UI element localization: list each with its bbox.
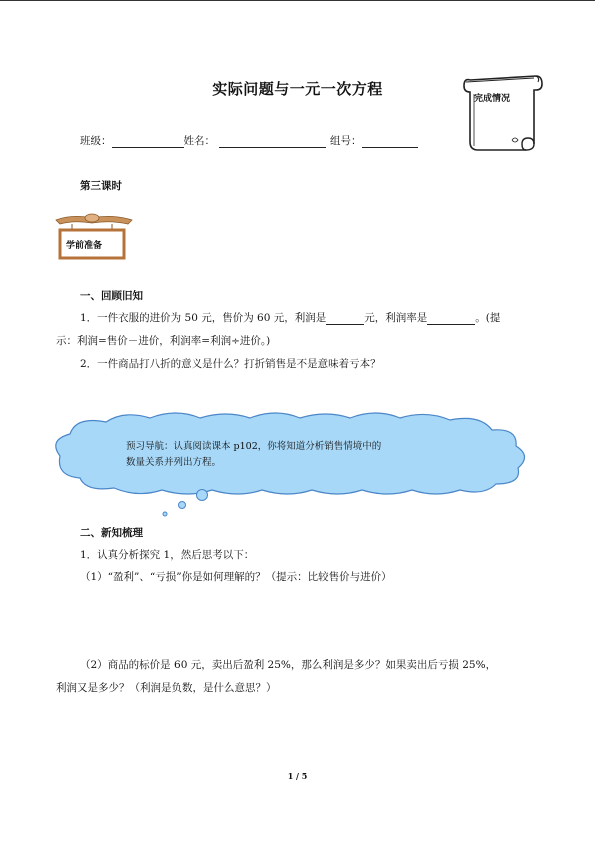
class-field[interactable]	[112, 135, 184, 148]
cloud-line1: 预习导航：认真阅读课本 p102，你将知道分析销售情境中的	[126, 441, 382, 452]
page-number: 1 / 5	[287, 771, 308, 781]
class-label: 班级：	[80, 135, 112, 147]
prep-sign-icon	[52, 212, 136, 262]
name-label: 姓名：	[183, 135, 215, 147]
section1-q2: 2．一件商品打八折的意义是什么？打折销售是不是意味着亏本？	[80, 358, 381, 370]
prep-label: 学前准备	[66, 241, 103, 251]
profit-rate-blank[interactable]	[427, 312, 475, 325]
preview-cloud-icon	[40, 410, 560, 520]
page-title: 实际问题与一元一次方程	[212, 80, 383, 98]
section1-q1-line1: 1．一件衣服的进价为 50 元，售价为 60 元，利润是 元，利润率是 。(提	[80, 312, 501, 324]
section1-q1-line2: 示：利润=售价－进价，利润率=利润÷进价。)	[56, 335, 271, 347]
section1-heading: 一、回顾旧知	[80, 290, 143, 302]
lesson-heading: 第三课时	[80, 180, 122, 192]
top-rule	[0, 0, 595, 1]
student-info-line	[80, 133, 418, 148]
section2-sub2-line1: （2）商品的标价是 60 元，卖出后盈利 25%，那么利润是多少？如果卖出后亏损 25%，	[80, 659, 497, 671]
section2-heading: 二、新知梳理	[80, 527, 143, 539]
section2-sub2-line2: 利润又是多少？（利润是负数，是什么意思？）	[56, 682, 277, 694]
name-field[interactable]	[219, 135, 326, 148]
cloud-line2: 数量关系并列出方程。	[126, 457, 222, 468]
group-label: 组号：	[330, 135, 362, 147]
group-field[interactable]	[362, 135, 418, 148]
scroll-label: 完成情况	[474, 94, 511, 104]
profit-blank[interactable]	[326, 312, 364, 325]
section2-q1: 1．认真分析探究 1，然后思考以下：	[80, 549, 255, 561]
completion-scroll-icon	[456, 70, 546, 160]
section2-sub1: （1）“盈利”、“亏损”你是如何理解的？（提示：比较售价与进价）	[80, 571, 392, 583]
